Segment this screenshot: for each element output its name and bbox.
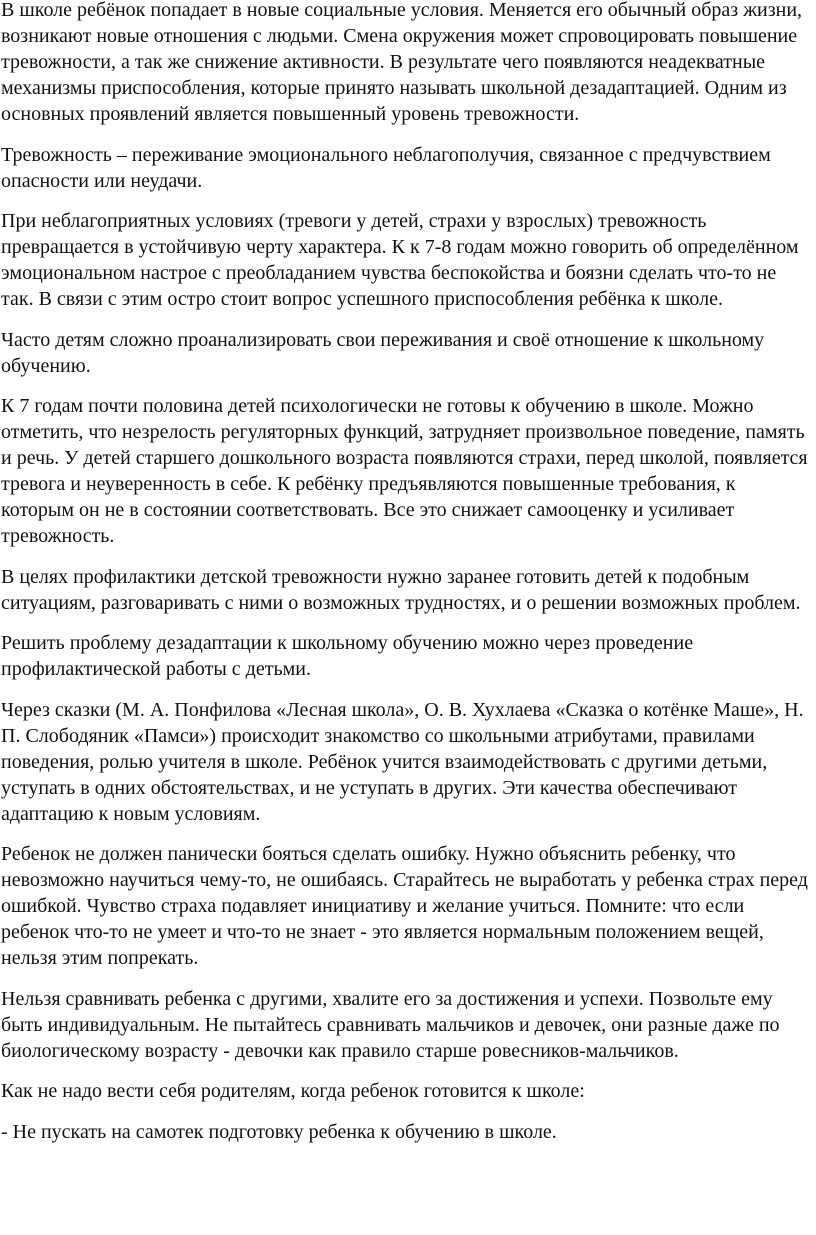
paragraph-children-feelings: Часто детям сложно проанализировать свои переживания и своё отношение к школьному обучению.: [1, 328, 765, 377]
paragraph-no-comparison: Нельзя сравнивать ребенка с другими, хвалите его за достижения и успехи. Позвольте ему быть индивидуальным. Не пытайтесь сравнивать мальчиков и девочек, они разные даже по биологическому возрасту - девочки как правило старше ровесников-мальчиков.: [1, 987, 780, 1062]
paragraph-readiness-at-seven: К 7 годам почти половина детей психологически не готовы к обучению в школе. Можно отметить, что незрелость регуляторных функций, затрудняет произвольное поведение, память и речь. У детей старшего дошкольного возраста появляются страхи, перед школой, появляется тревога и неуверенность в себе. К ребёнку предъявляются повышенные требования, к которым он не в состоянии соответствовать. Все это снижает самооценку и усиливает тревожность.: [1, 395, 808, 547]
paragraph-prevention: В целях профилактики детской тревожности нужно заранее готовить детей к подобным ситуациям, разговаривать с ними о возможных трудностях, и о решении возможных проблем.: [1, 565, 801, 614]
paragraph-fear-of-mistakes: Ребенок не должен панически бояться сделать ошибку. Нужно объяснить ребенку, что невозможно научиться чему-то, не ошибаясь. Старайтесь не выработать у ребенка страх перед ошибкой. Чувство страха подавляет инициативу и желание учиться. Помните: что если ребенок что-то не умеет и что-то не знает - это является нормальным положением вещей, нельзя этим попрекать.: [1, 843, 808, 969]
paragraph-list-item-preparation: - Не пускать на самотек подготовку ребенка к обучению в школе.: [1, 1120, 557, 1143]
paragraph-parents-behaviour: Как не надо вести себя родителям, когда ребенок готовится к школе:: [1, 1080, 585, 1102]
paragraph-anxiety-definition: Тревожность – переживание эмоционального неблагополучия, связанное с предчувствием опасности или неудачи.: [1, 143, 771, 192]
paragraph-solving-maladaptation: Решить проблему дезадаптации к школьному обучению можно через проведение профилактической работы с детьми.: [1, 632, 694, 680]
paragraph-unfavorable-conditions: При неблагоприятных условиях (тревоги у детей, страхи у взрослых) тревожность превращается в устойчивую черту характера. К к 7-8 годам можно говорить об определённом эмоциональном настрое с преобладанием чувства беспокойства и боязни сделать что-то не так. В связи с этим остро стоит вопрос успешного приспособления ребёнка к школе.: [1, 210, 799, 310]
paragraph-school-conditions: В школе ребёнок попадает в новые социальные условия. Меняется его обычный образ жизни, возникают новые отношения с людьми. Смена окружения может спровоцировать повышение тревожности, а так же снижение активности. В результате чего появляются неадекватные механизмы приспособления, которые принято называть школьной дезадаптацией. Одним из основных проявлений является повышенный уровень тревожности.: [1, 0, 803, 125]
paragraph-fairy-tales: Через сказки (М. А. Понфилова «Лесная школа», О. В. Хухлаева «Сказка о котёнке Маше», Н. П. Слободяник «Памси») происходит знакомство со школьными атрибутами, правилами поведения, ролью учителя в школе. Ребёнок учится взаимодействовать с другими детьми, уступать в одних обстоятельствах, и не уступать в других. Эти качества обеспечивают адаптацию к новым условиям.: [1, 698, 804, 825]
